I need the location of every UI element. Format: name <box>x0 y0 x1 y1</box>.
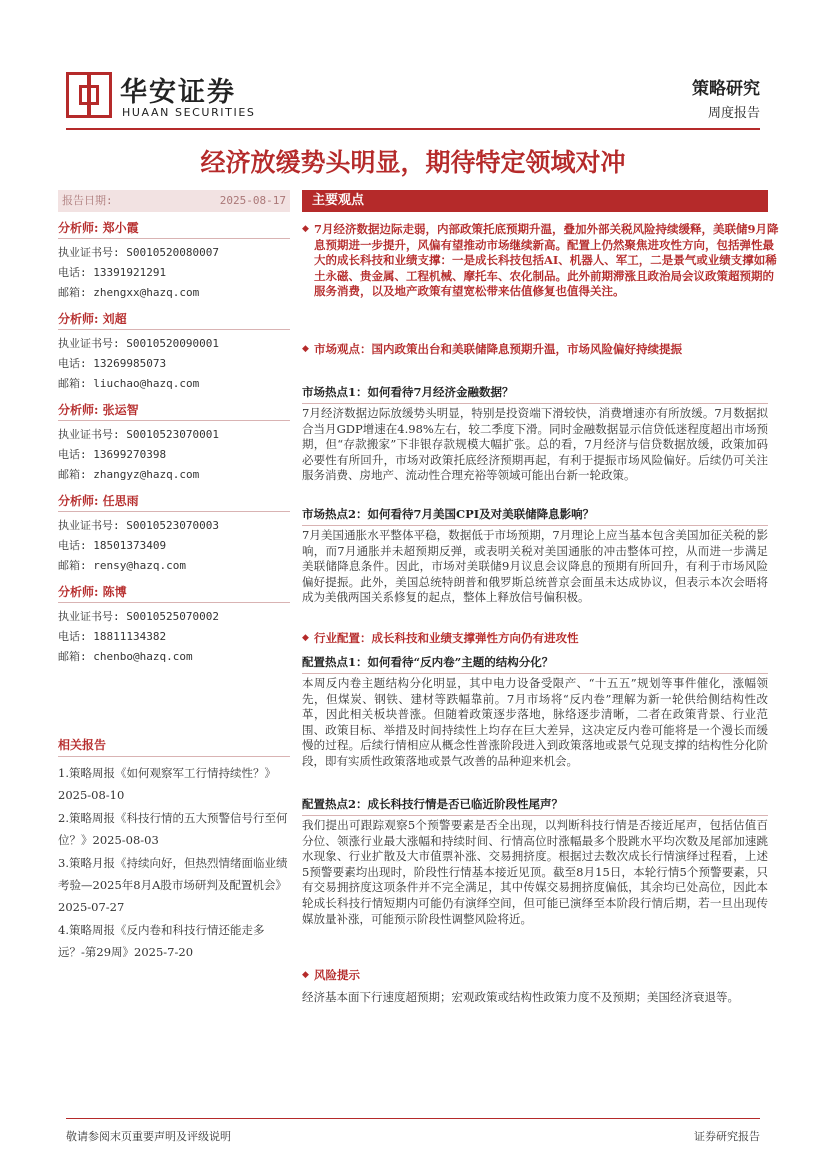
analyst-phone: 电话: 13391921291 <box>58 266 167 279</box>
analyst-email[interactable]: 邮箱: liuchao@hazq.com <box>58 377 200 390</box>
related-report-item[interactable]: 2.策略周报《科技行情的五大预警信号行至何位？》2025-08-03 <box>58 811 288 847</box>
market-view-bullet: ◆ 市场观点：国内政策出台和美联储降息预期升温，市场风险偏好持续提振 <box>302 342 780 358</box>
analyst-name: 分析师: 郑小霞 <box>58 219 290 239</box>
key-view-bullet: ◆ 7月经济数据边际走弱，内部政策托底预期升温，叠加外部关税风险持续缓释，美联储9月降息预期进一步提升，风偏有望推动市场继续新高。配置上仍然聚焦进攻性方向，包括弹性最大的成长科技和业绩支撑：一是成长科技包括AI、机器人、军工，二是景气或业绩支撑如稀土永磁、贵金属、工程机械、摩托车、农化制品。此外前期滞涨且政治局会议政策超预期的服务消费，以及地产政策有望宽松带来估值修复也值得关注。 <box>302 222 780 300</box>
industry-config-bullet: ◆ 行业配置：成长科技和业绩支撑弹性方向仍有进攻性 <box>302 631 780 647</box>
logo-chinese-name: 华安证券 <box>120 77 236 108</box>
config-heading: 配置热点2：成长科技行情是否已临近阶段性尾声？ <box>302 796 768 816</box>
main-content <box>302 190 779 1004</box>
footer-disclaimer: 敬请参阅末页重要声明及评级说明 <box>66 1130 231 1143</box>
section-title-bar: 主要观点 <box>302 190 768 212</box>
analyst-email[interactable]: 邮箱: chenbo@hazq.com <box>58 650 193 663</box>
config-paragraph: 我们提出可跟踪观察5个预警要素是否全出现，以判断科技行情是否接近尾声，包括估值百分位、领涨行业最大涨幅和持续时间、行情高位时涨幅最多个股跳水平均次数及尾部加速跳水现象、行业扩散及大市值票补涨、交易拥挤度。根据过去数次成长行情演绎过程看，上述5预警要素均出现时，阶段性行情基本接近见顶。截至8月15日，本轮行情5个预警要素，只有交易拥挤度这项条件并不完全满足，其中传媒交易拥挤度偏低，其余均已处高位，因此本轮成长科技行情短期内可能仍有演绎空间，但可能已演绎至本阶段行情后期，若一旦出现传媒放量补涨，可能预示阶段性调整风险将近。 <box>302 818 768 926</box>
risk-paragraph: 经济基本面下行速度超预期；宏观政策或结构性政策力度不及预期；美国经济衰退等。 <box>302 990 739 1004</box>
report-date-label: 报告日期: <box>62 194 113 207</box>
analyst-phone: 电话: 18811134382 <box>58 630 167 643</box>
report-date-value: 2025-08-17 <box>219 194 286 207</box>
analyst-name: 分析师: 张运智 <box>58 401 290 421</box>
header-divider <box>66 128 760 130</box>
analyst-license: 执业证书号: S0010520080007 <box>58 246 219 259</box>
analyst-card <box>58 219 290 303</box>
page-title: 经济放缓势头明显，期待特定领域对冲 <box>200 148 626 177</box>
left-sidebar <box>58 190 290 959</box>
analyst-name: 分析师: 刘超 <box>58 310 290 330</box>
related-report-item[interactable]: 3.策略月报《持续向好，但热烈情绪面临业绩考验—2025年8月A股市场研判及配置机会》2025-07-27 <box>58 856 288 914</box>
related-reports-heading: 相关报告 <box>58 736 290 757</box>
analyst-email[interactable]: 邮箱: zhengxx@hazq.com <box>58 286 200 299</box>
logo-english-name: HUAAN SECURITIES <box>122 106 256 119</box>
report-category: 策略研究 <box>692 79 760 99</box>
analyst-phone: 电话: 13269985073 <box>58 357 167 370</box>
footer-label: 证券研究报告 <box>694 1130 760 1143</box>
analyst-card <box>58 583 290 667</box>
config-paragraph: 本周反内卷主题结构分化明显，其中电力设备受限产、“十五五”规划等事件催化，涨幅领先，但煤炭、钢铁、建材等跌幅靠前。7月市场将“反内卷”理解为新一轮供给侧结构性改革，因此相关板块普涨。但随着政策逐步落地，脉络逐步清晰，二者在政策背景、行业范围、政策目标、举措及时间持续性上均存在巨大差异，这决定反内卷可能将是一个漫长而缓慢的过程。后续行情相应从概念性普涨阶段进入到政策落地或景气兑现支撑的结构性分化阶段，即有实质性政策落地或景气改善的品种迎来机会。 <box>302 676 768 768</box>
hotspot-heading: 市场热点1：如何看待7月经济金融数据？ <box>302 384 768 404</box>
footer-divider <box>66 1118 760 1119</box>
company-logo-icon <box>66 72 112 118</box>
report-subcategory: 周度报告 <box>707 106 760 121</box>
related-reports-list <box>58 762 290 964</box>
analyst-name: 分析师: 任思雨 <box>58 492 290 512</box>
config-heading: 配置热点1：如何看待“反内卷”主题的结构分化？ <box>302 654 768 674</box>
analyst-name: 分析师: 陈博 <box>58 583 290 603</box>
analyst-license: 执业证书号: S0010523070001 <box>58 428 219 441</box>
risk-bullet: ◆ 风险提示 <box>302 968 780 984</box>
report-date-bar <box>58 190 290 212</box>
analyst-phone: 电话: 13699270398 <box>58 448 167 461</box>
analyst-phone: 电话: 18501373409 <box>58 539 167 552</box>
related-report-item[interactable]: 1.策略周报《如何观察军工行情持续性？》2025-08-10 <box>58 766 276 802</box>
analyst-email[interactable]: 邮箱: zhangyz@hazq.com <box>58 468 200 481</box>
hotspot-paragraph: 7月经济数据边际放缓势头明显，特别是投资端下滑较快，消费增速亦有所放缓。7月数据拟合当月GDP增速在4.98%左右，较二季度下滑。同时金融数据显示信贷低迷程度超出市场预期，但“存款搬家”下非银存款规模大幅扩张。总的看，7月经济与信贷数据放缓，政策加码必要性有所回升，市场对政策托底经济预期再起，有利于提振市场风险偏好。后续仍可关注服务消费、房地产、流动性合理充裕等领域可能出台新一轮政策。 <box>302 406 768 483</box>
analyst-card <box>58 492 290 576</box>
analyst-card <box>58 310 290 394</box>
analyst-license: 执业证书号: S0010520090001 <box>58 337 219 350</box>
hotspot-heading: 市场热点2：如何看待7月美国CPI及对美联储降息影响？ <box>302 506 768 526</box>
analyst-license: 执业证书号: S0010525070002 <box>58 610 219 623</box>
related-report-item[interactable]: 4.策略周报《反内卷和科技行情还能走多远？-第29周》2025-7-20 <box>58 923 265 959</box>
analyst-card <box>58 401 290 485</box>
hotspot-paragraph: 7月美国通胀水平整体平稳，数据低于市场预期，7月理论上应当基本包含美国加征关税的影响，而7月通胀并未超预期反弹，或表明关税对美国通胀的冲击整体可控，从而进一步满足美联储降息条件。因此，市场对美联储9月议息会议降息的预期有所回升，有利于市场风险偏好提振。此外，美国总统特朗普和俄罗斯总统普京会面虽未达成协议，但表示本次会晤将成为美俄两国关系修复的起点，整体上释放信号偏积极。 <box>302 528 768 605</box>
analyst-license: 执业证书号: S0010523070003 <box>58 519 219 532</box>
analyst-email[interactable]: 邮箱: rensy@hazq.com <box>58 559 186 572</box>
